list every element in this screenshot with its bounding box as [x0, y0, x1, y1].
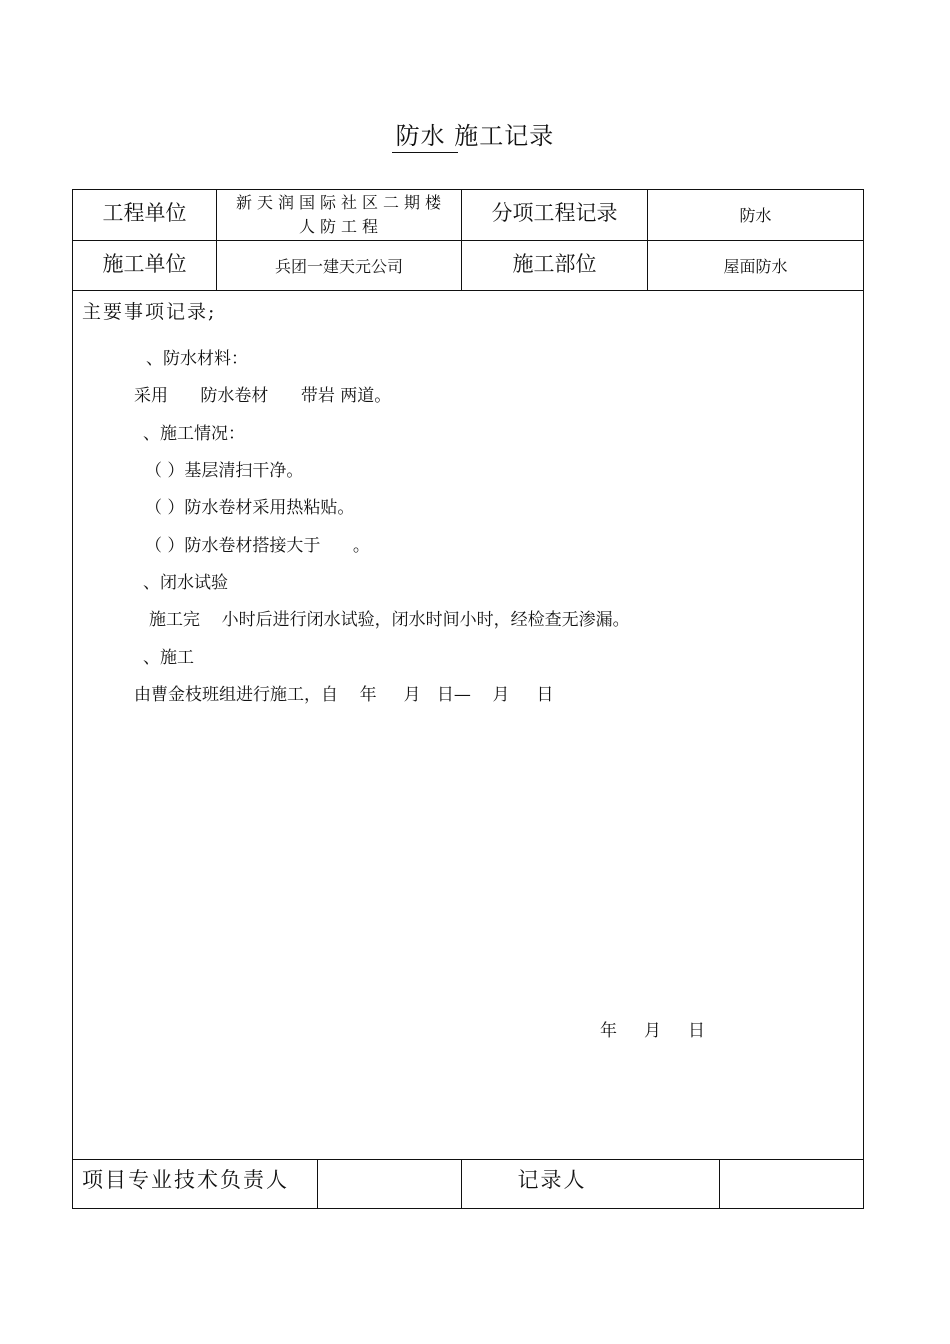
record-line: 、施工	[143, 648, 194, 668]
project-unit-value: 新天润国际社区二期楼人防工程	[236, 193, 447, 236]
record-line: （ ）防水卷材搭接大于 。	[145, 536, 370, 556]
sub-item-label: 分项工程记录	[491, 201, 618, 225]
table-border-left	[72, 189, 73, 1209]
record-line: 、闭水试验	[143, 573, 228, 593]
recorder-signature-field[interactable]	[720, 1160, 863, 1208]
records-heading: 主要事项记录;	[82, 301, 217, 323]
project-unit-label: 工程单位	[102, 201, 187, 225]
table-border-right	[863, 189, 864, 1209]
construction-unit-value: 兵团一建天元公司	[274, 257, 403, 276]
record-line: （ ）防水卷材采用热粘贴。	[145, 498, 355, 518]
tech-lead-label: 项目专业技术负责人	[82, 1168, 289, 1192]
row-divider-2	[72, 290, 864, 291]
record-date: 年 月 日	[600, 1021, 706, 1041]
record-line: 、施工情况：	[143, 424, 245, 444]
record-line: 、防水材料：	[146, 349, 248, 369]
table-border-bottom	[72, 1208, 864, 1209]
sub-item-value: 防水	[739, 205, 772, 225]
page-title: 防水 施工记录	[395, 122, 555, 150]
construction-unit-label: 施工单位	[102, 252, 187, 276]
title-underline	[392, 152, 458, 153]
construction-part-value: 屋面防水	[723, 257, 788, 276]
tech-lead-signature-field[interactable]	[318, 1160, 461, 1208]
record-line: 由曹金枝班组进行施工，自 年 月 日— 月 日	[134, 685, 554, 705]
record-line: （ ）基层清扫干净。	[145, 461, 304, 481]
record-line: 施工完 小时后进行闭水试验，闭水时间小时，经检查无渗漏。	[149, 610, 630, 630]
record-line: 采用 防水卷材 带岩 两道。	[134, 386, 392, 406]
construction-part-label: 施工部位	[512, 252, 597, 276]
recorder-label: 记录人	[517, 1168, 587, 1192]
